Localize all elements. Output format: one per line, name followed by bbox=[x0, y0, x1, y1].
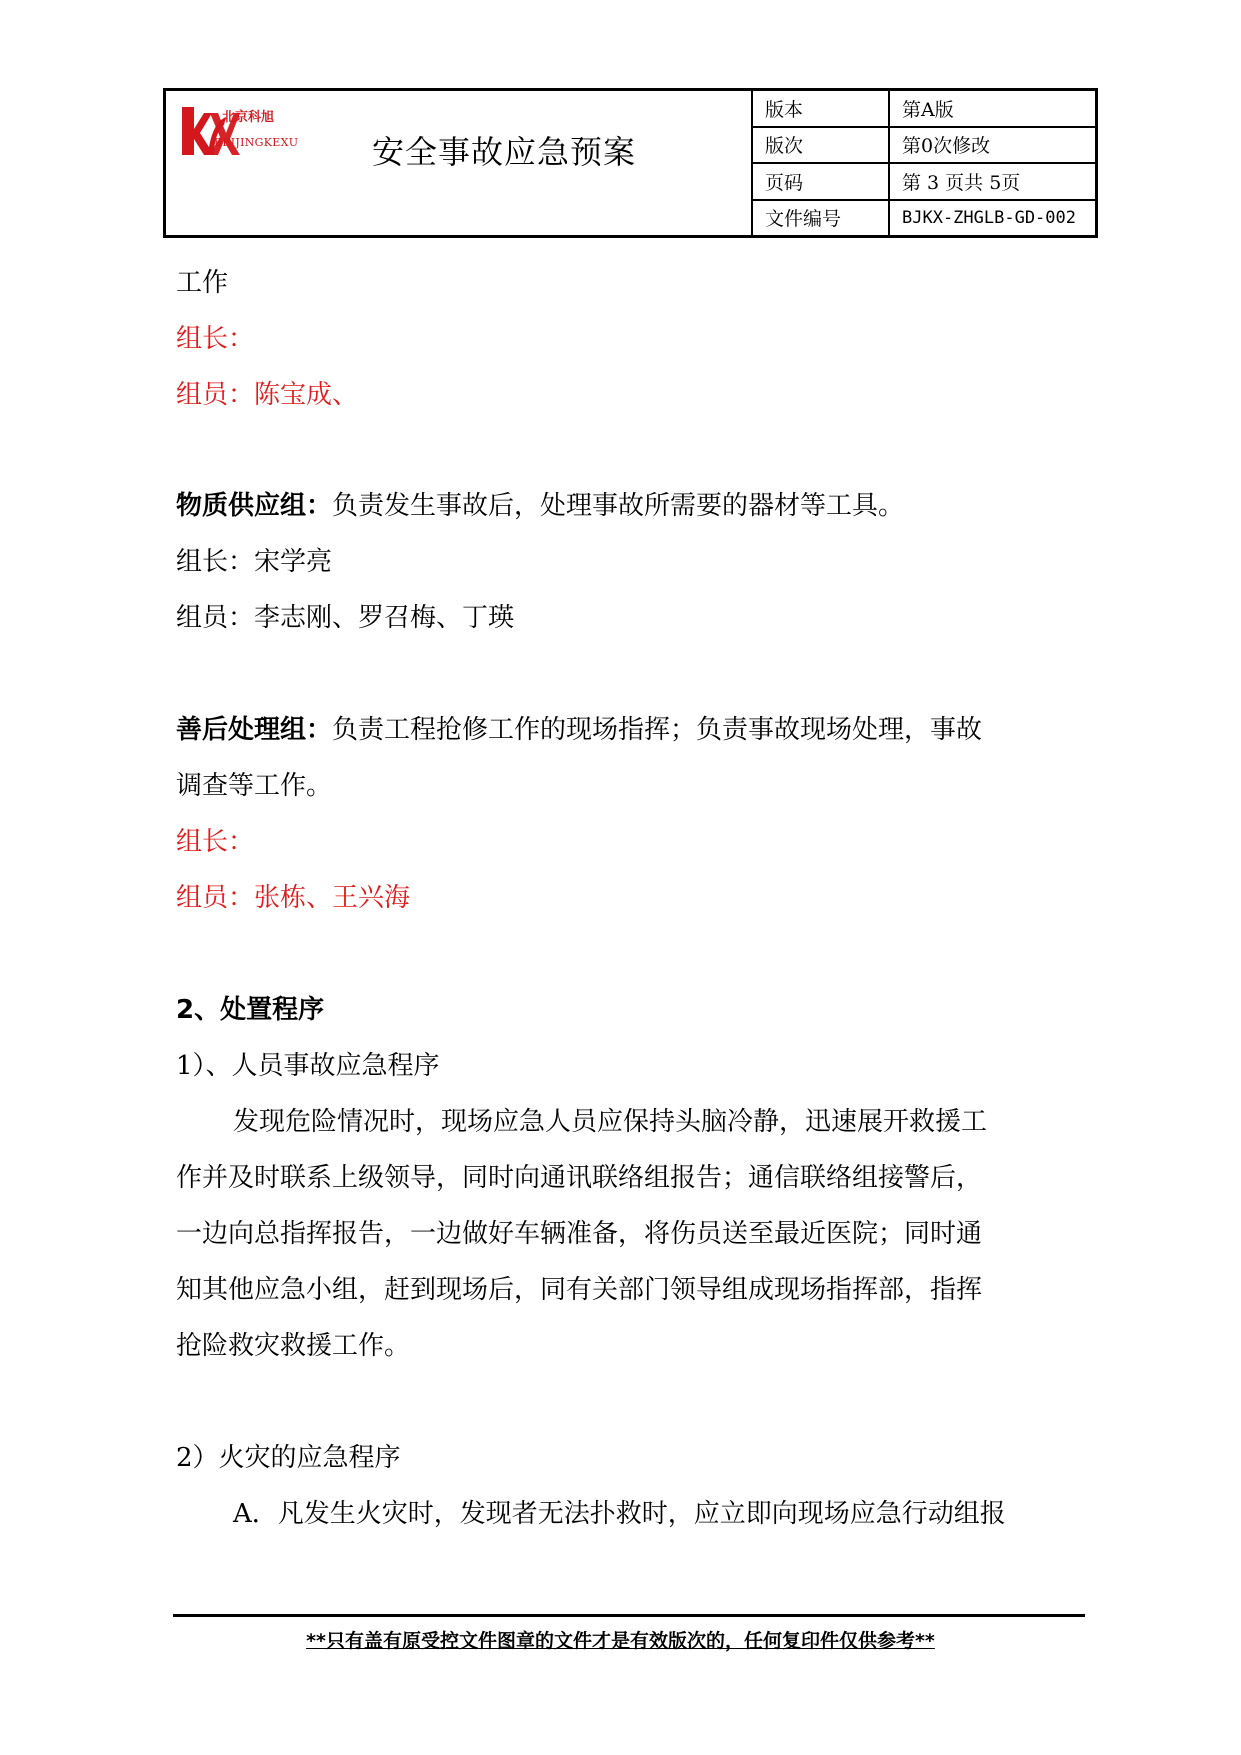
paragraph-line: 作并及时联系上级领导，同时向通讯联络组报告；通信联络组接警后， bbox=[176, 1163, 983, 1193]
meta-value: 第0次修改 bbox=[902, 135, 991, 158]
meta-row-revision bbox=[753, 128, 1095, 165]
supply-group-paragraph bbox=[176, 489, 904, 523]
meta-value: 第 3 页共 5页 bbox=[902, 171, 1021, 194]
meta-value: BJKX-ZHGLB-GD-002 bbox=[902, 207, 1076, 228]
aftercare-group-leader: 组长： bbox=[176, 827, 255, 857]
aftercare-group-heading: 善后处理组： bbox=[176, 715, 333, 745]
aftercare-group-paragraph bbox=[176, 713, 982, 747]
section-heading: 2、处置程序 bbox=[176, 995, 325, 1025]
paragraph-line: 抢险救灾救援工作。 bbox=[176, 1331, 411, 1361]
supply-group-leader: 组长：宋学亮 bbox=[176, 547, 333, 577]
supply-group-text: 负责发生事故后，处理事故所需要的器材等工具。 bbox=[332, 491, 905, 521]
meta-label: 版次 bbox=[753, 128, 890, 163]
paragraph-line: A．凡发生火灾时，发现者无法扑救时，应立即向现场应急行动组报 bbox=[233, 1499, 1006, 1529]
aftercare-group-members: 组员：张栋、王兴海 bbox=[176, 883, 411, 913]
meta-value: 第A版 bbox=[902, 98, 954, 121]
meta-label: 版本 bbox=[753, 91, 890, 126]
supply-group-heading: 物质供应组： bbox=[176, 491, 333, 521]
team-leader-line: 组长： bbox=[176, 324, 255, 354]
body-line: 工作 bbox=[176, 268, 229, 298]
meta-row-version bbox=[753, 91, 1095, 128]
logo-english-name: BEIJINGKEXU bbox=[214, 136, 299, 149]
meta-row-doc-number bbox=[753, 201, 1095, 236]
header-title-cell bbox=[166, 91, 753, 235]
aftercare-group-text: 负责工程抢修工作的现场指挥；负责事故现场处理，事故 bbox=[332, 715, 983, 745]
meta-row-page bbox=[753, 164, 1095, 201]
header-meta-cells bbox=[753, 91, 1095, 235]
aftercare-group-text-cont: 调查等工作。 bbox=[176, 771, 333, 801]
paragraph-line: 发现危险情况时，现场应急人员应保持头脑冷静，迅速展开救援工 bbox=[233, 1107, 988, 1137]
document-title: 安全事故应急预案 bbox=[372, 133, 637, 171]
paragraph-line: 知其他应急小组，赶到现场后，同有关部门领导组成现场指挥部，指挥 bbox=[176, 1275, 983, 1305]
subsection-heading: 2）火灾的应急程序 bbox=[176, 1443, 401, 1473]
supply-group-members: 组员：李志刚、罗召梅、丁瑛 bbox=[176, 603, 515, 633]
paragraph-line: 一边向总指挥报告，一边做好车辆准备，将伤员送至最近医院；同时通 bbox=[176, 1219, 983, 1249]
team-members-line: 组员：陈宝成、 bbox=[176, 380, 359, 410]
logo-chinese-name: 北京科旭 bbox=[222, 110, 275, 125]
document-header-table bbox=[163, 88, 1098, 238]
subsection-heading: 1）、人员事故应急程序 bbox=[176, 1051, 440, 1081]
meta-label: 页码 bbox=[753, 164, 890, 199]
meta-label: 文件编号 bbox=[753, 201, 890, 236]
footer-divider bbox=[173, 1614, 1085, 1617]
footer-notice: **只有盖有原受控文件图章的文件才是有效版次的，任何复印件仅供参考** bbox=[306, 1630, 935, 1652]
